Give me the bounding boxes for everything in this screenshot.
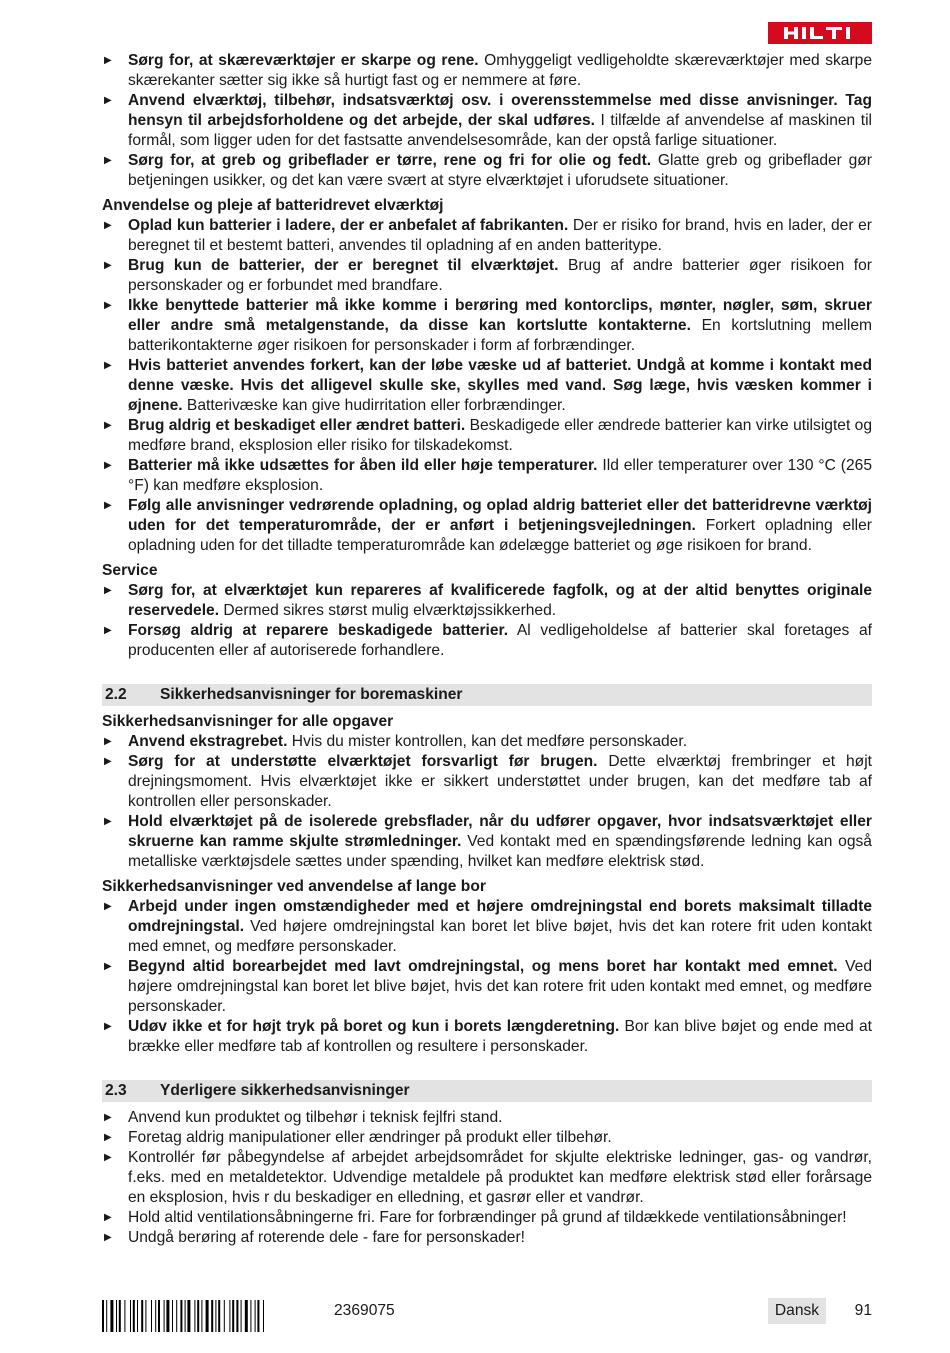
bullet-triangle-icon: ▶ [104, 736, 112, 747]
list-item: ▶ Anvend ekstragrebet. Hvis du mister kontrollen, kan det medføre personskader. [104, 733, 688, 750]
page-footer [102, 1298, 872, 1332]
bullet-triangle-icon: ▶ [104, 300, 112, 311]
bullet-triangle-icon: ▶ [104, 1112, 112, 1123]
section-heading-2-3 [102, 1080, 872, 1102]
subheading: Sikkerhedsanvisninger ved anvendelse af lange bor [102, 878, 486, 895]
bullet-triangle-icon: ▶ [104, 901, 112, 912]
barcode [102, 1300, 324, 1337]
list-item: ▶ Hvis batteriet anvendes forkert, kan der løbe væske ud af batteriet. Undgå at komme i kontakt med denne væske. Hvis det alligevel skulle ske, skylles med vand. Søg læge, hvis væsken kommer i øjnene. Batterivæske kan give hudirritation eller forbrændinger. [104, 357, 872, 414]
list-item: ▶ Udøv ikke et for højt tryk på boret og kun i borets længderetning. Bor kan blive bøjet og ende med at brække eller medføre tab af kontrollen og resultere i personskader. [104, 1018, 872, 1055]
list-item: ▶ Hold altid ventilationsåbningerne fri. Fare for forbrændinger på grund af tildækkede ventilationsåbninger! [104, 1209, 847, 1226]
list-item: ▶ Arbejd under ingen omstændigheder med et højere omdrejningstal end borets maksimalt tilladte omdrejningstal. Ved højere omdrejningstal kan boret let blive bøjet, hvis det kan rotere frit uden kontakt med emnet, og medføre personskader. [104, 898, 872, 955]
list-item: ▶ Følg alle anvisninger vedrørende opladning, og oplad aldrig batteriet eller det batteridrevne værktøj uden for det temperaturområde, der er anført i betjeningsvejledningen. Forkert opladning eller opladning uden for det tilladte temperaturområde kan ødelægge batteriet og øge risikoen for brand. [104, 497, 872, 554]
bullet-triangle-icon: ▶ [104, 420, 112, 431]
bullet-triangle-icon: ▶ [104, 756, 112, 767]
list-item: ▶ Ikke benyttede batterier må ikke komme i berøring med kontorclips, mønter, nøgler, søm, skruer eller andre små metalgenstande, da disse kan kortslutte kontakterne. En kortslutning mellem batterikontakterne øger risikoen for personskader i form af forbrændinger. [104, 297, 872, 354]
section-heading-2-2 [102, 684, 872, 706]
list-item: ▶ Kontrollér før påbegyndelse af arbejdet arbejdsområdet for skjulte elektriske ledninger, gas- og vandrør, f.eks. med en metaldetektor. Udvendige metaldele på produktet kan medføre elektrisk stød eller forårsage en eksplosion, hvis r du beskadiger en elledning, et gasrør eller et vandrør. [104, 1149, 872, 1206]
page-number: 91 [854, 1302, 872, 1319]
bullet-triangle-icon: ▶ [104, 155, 112, 166]
list-item: ▶ Sørg for, at greb og gribeflader er tørre, rene og fri for olie og fedt. Glatte greb og gribeflader gør betjeningen usikker, og det kan være svært at styre elværktøjet i uforudsete situationer. [104, 152, 872, 189]
bullet-triangle-icon: ▶ [104, 1152, 112, 1163]
bullet-triangle-icon: ▶ [104, 460, 112, 471]
bullet-triangle-icon: ▶ [104, 95, 112, 106]
list-item: ▶ Brug aldrig et beskadiget eller ændret batteri. Beskadigede eller ændrede batterier kan virke utilsigtet og medføre brand, eksplosion eller risiko for tilskadekomst. [104, 417, 872, 454]
bullet-triangle-icon: ▶ [104, 1212, 112, 1223]
bullet-triangle-icon: ▶ [104, 500, 112, 511]
document-number: 2369075 [334, 1302, 395, 1319]
bullet-triangle-icon: ▶ [104, 816, 112, 827]
list-item: ▶ Hold elværktøjet på de isolerede grebsflader, når du udfører opgaver, hvor indsatsværktøjet eller skruerne kan ramme skjulte strømledninger. Ved kontakt med en spændingsførende ledning kan også metalliske værktøjsdele sættes under spænding, hvilket kan medføre elektrisk stød. [104, 813, 872, 870]
list-item: ▶ Oplad kun batterier i ladere, der er anbefalet af fabrikanten. Der er risiko for brand, hvis en lader, der er beregnet til et bestemt batteri, anvendes til opladning af en anden batteritype. [104, 217, 873, 254]
bullet-triangle-icon: ▶ [104, 585, 112, 596]
list-item: ▶ Sørg for, at skæreværktøjer er skarpe og rene. Omhyggeligt vedligeholdte skæreværktøjer med skarpe skærekanter sætter sig ikke så hurtigt fast og er nemmere at føre. [104, 52, 872, 89]
section-number: 2.3 [105, 1082, 127, 1099]
language-label: Dansk [768, 1298, 826, 1324]
bullet-triangle-icon: ▶ [104, 55, 112, 66]
bullet-triangle-icon: ▶ [104, 260, 112, 271]
battery-heading: Anvendelse og pleje af batteridrevet elværktøj [102, 197, 444, 214]
bullet-triangle-icon: ▶ [104, 1132, 112, 1143]
list-item: ▶ Anvend kun produktet og tilbehør i teknisk fejlfri stand. [104, 1109, 503, 1126]
bullet-triangle-icon: ▶ [104, 961, 112, 972]
list-item: ▶ Anvend elværktøj, tilbehør, indsatsværktøj osv. i overensstemmelse med disse anvisninger. Tag hensyn til arbejdsforholdene og det arbejde, der skal udføres. I tilfælde af anvendelse af maskinen til formål, som ligger uden for det fastsatte anvendelsesområde, kan der opstå farlige situationer. [104, 92, 872, 149]
bullet-triangle-icon: ▶ [104, 1021, 112, 1032]
hilti-logo [768, 22, 872, 44]
list-item: ▶ Forsøg aldrig at reparere beskadigede batterier. Al vedligeholdelse af batterier skal foretages af producenten eller af autoriserede forhandlere. [104, 622, 872, 659]
section-title: Yderligere sikkerhedsanvisninger [160, 1082, 410, 1099]
list-item: ▶ Foretag aldrig manipulationer eller ændringer på produkt eller tilbehør. [104, 1129, 612, 1146]
list-item: ▶ Batterier må ikke udsættes for åben ild eller høje temperaturer. Ild eller temperaturer over 130 °C (265 °F) kan medføre eksplosion. [104, 457, 872, 494]
subheading: Sikkerhedsanvisninger for alle opgaver [102, 713, 394, 730]
list-item: ▶ Sørg for, at elværktøjet kun repareres af kvalificerede fagfolk, og at der altid benyttes originale reservedele. Dermed sikres størst mulig elværktøjssikkerhed. [104, 582, 872, 619]
page-content [102, 51, 872, 1248]
section-title: Sikkerhedsanvisninger for boremaskiner [160, 686, 463, 703]
list-item: ▶ Begynd altid borearbejdet med lavt omdrejningstal, og mens boret har kontakt med emnet. Ved højere omdrejningstal kan boret let blive bøjet, hvis det kan rotere frit uden kontakt med emnet, og medføre personskader. [104, 958, 873, 1015]
bullet-triangle-icon: ▶ [104, 1232, 112, 1243]
list-item: ▶ Sørg for at understøtte elværktøjet forsvarligt før brugen. Dette elværktøj frembringer et højt drejningsmoment. Hvis elværktøjet ikke er sikkert understøttet under brugen, kan det medføre tab af kontrollen eller personskader. [104, 753, 872, 810]
section-number: 2.2 [105, 686, 127, 703]
list-item: ▶ Brug kun de batterier, der er beregnet til elværktøjet. Brug af andre batterier øger risikoen for personskader og er forbundet med brandfare. [104, 257, 872, 294]
service-heading: Service [102, 562, 158, 579]
list-item: ▶ Undgå berøring af roterende dele - fare for personskader! [104, 1229, 525, 1246]
bullet-triangle-icon: ▶ [104, 220, 112, 231]
bullet-triangle-icon: ▶ [104, 625, 112, 636]
bullet-triangle-icon: ▶ [104, 360, 112, 371]
